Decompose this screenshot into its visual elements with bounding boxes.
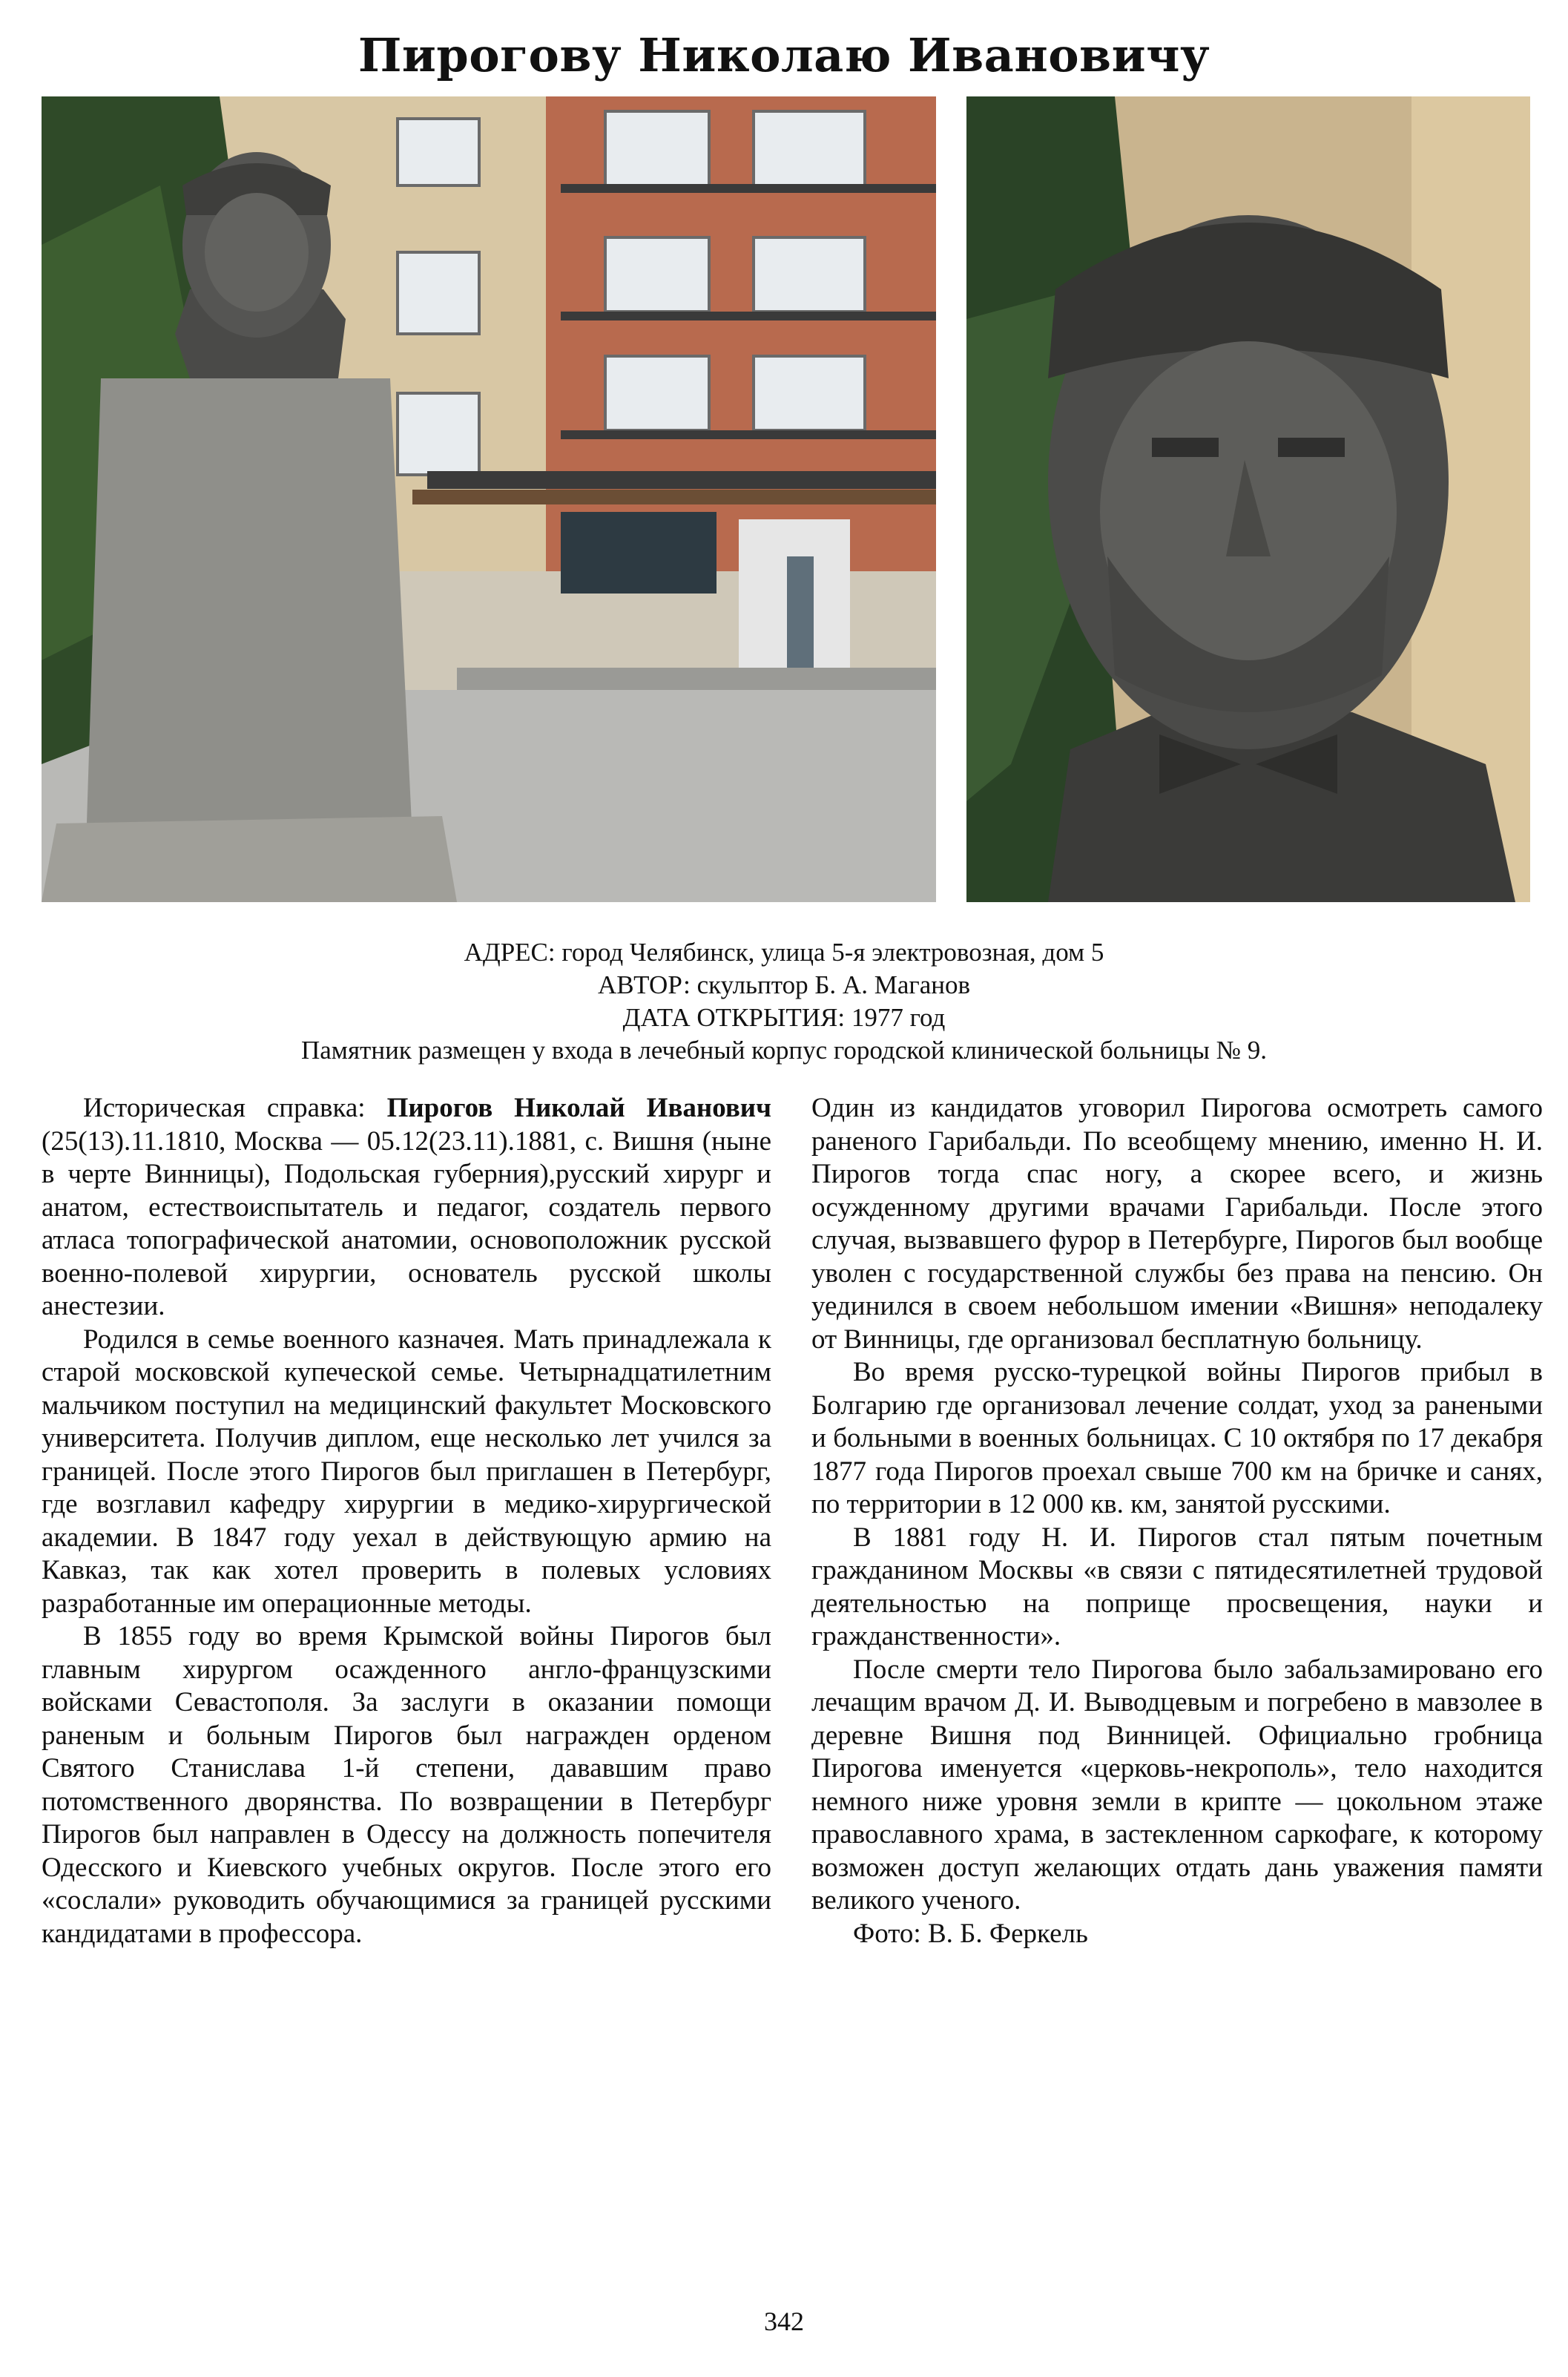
monument-info: [0, 936, 1568, 1067]
opening-value: 1977 год: [851, 1003, 946, 1032]
historical-note-label: Историческая справка:: [83, 1093, 387, 1123]
article-paragraph: Во время русско-турецкой войны Пирогов прибыл в Болгарию где организовал лечение солдат, уход за ранеными и больными в военных больницах. С 10 октября по 17 декабря 1877 года Пирогов проехал свыше 700 км на бричке и санях, по территории в 12 000 кв. км, занятой русскими.: [811, 1357, 1543, 1519]
article-paragraph: После смерти тело Пирогова было забальзамировано его лечащим врачом Д. И. Выводцевым и погребено в мавзолее в деревне Вишня под Винницей. Официально гробница Пирогова именуется «церковь-некрополь», тело находится немного ниже уровня земли в крипте — цокольном этаже православного храма, в застекленном саркофаге, к которому возможен доступ желающих отдать дань уважения памяти великого ученого.: [811, 1654, 1543, 1916]
opening-line: [0, 1002, 1568, 1034]
article-paragraph: В 1855 году во время Крымской войны Пирогов был главным хирургом осажденного англо-французскими войсками Севастополя. За заслуги в оказании помощи раненым и больным Пирогов был награжден орденом Святого Станислава 1-й степени, дававшим право потомственного дворянства. По возвращении в Петербург Пирогов был направлен в Одессу на должность попечителя Одесского и Киевского учебных округов. После этого его «сослали» руководить обучающимися за границей русскими кандидатами в профессора.: [42, 1621, 771, 1949]
subject-name: Пирогов Николай Иванович: [386, 1093, 771, 1123]
page-number: 342: [764, 2307, 804, 2336]
monument-building-photo: [42, 96, 936, 902]
author-line: [0, 969, 1568, 1002]
address-value: город Челябинск, улица 5-я электровозная, дом 5: [561, 938, 1104, 967]
address-label: АДРЕС:: [464, 938, 556, 967]
placement-line: Памятник размещен у входа в лечебный корпус городской клинической больницы № 9.: [301, 1036, 1267, 1065]
article-left-column: [42, 1092, 771, 1950]
photo-credit: Фото: В. Б. Феркель: [853, 1918, 1088, 1949]
author-value: скульптор Б. А. Маганов: [696, 970, 971, 999]
author-label: АВТОР:: [597, 970, 691, 999]
paragraph-text: (25(13).11.1810, Москва — 05.12(23.11).1881, с. Вишня (ныне в черте Винницы), Подольская губерния),русский хирург и анатом, естествоиспытатель и педагог, создатель первого атласа топографической анатомии, основоположник русской военно-полевой хирургии, основатель русской школы анестезии.: [42, 1125, 771, 1321]
bust-closeup-photo: [966, 96, 1530, 902]
article-paragraph: Один из кандидатов уговорил Пирогова осмотреть самого раненого Гарибальди. По всеобщему мнению, именно Н. И. Пирогов тогда спас ногу, а скорее всего, и жизнь осужденному другими врачами Гарибальди. После этого случая, вызвавшего фурор в Петербурге, Пирогов был вообще уволен с государственной службы без права на пенсию. Он уединился в своем небольшом имении «Вишня» неподалеку от Винницы, где организовал бесплатную больницу.: [811, 1093, 1543, 1355]
address-line: [0, 936, 1568, 969]
article-paragraph: [42, 1092, 771, 1324]
article-paragraph: Родился в семье военного казначея. Мать принадлежала к старой московской купеческой семье. Четырнадцатилетним мальчиком поступил на медицинский факультет Московского университета. Получив диплом, еще несколько лет учился за границей. После этого Пирогов был приглашен в Петербург, где возглавил кафедру хирургии в медико-хирургической академии. В 1847 году уехал в действующую армию на Кавказ, так как хотел проверить в полевых условиях разработанные им операционные методы.: [42, 1324, 771, 1619]
article-paragraph: В 1881 году Н. И. Пирогов стал пятым почетным гражданином Москвы «в связи с пятидесятилетней трудовой деятельностью на поприще просвещения, науки и гражданственности».: [811, 1522, 1543, 1651]
opening-label: ДАТА ОТКРЫТИЯ:: [622, 1003, 846, 1032]
page-title: Пирогову Николаю Ивановичу: [358, 28, 1210, 82]
article-right-column: [811, 1092, 1543, 1950]
